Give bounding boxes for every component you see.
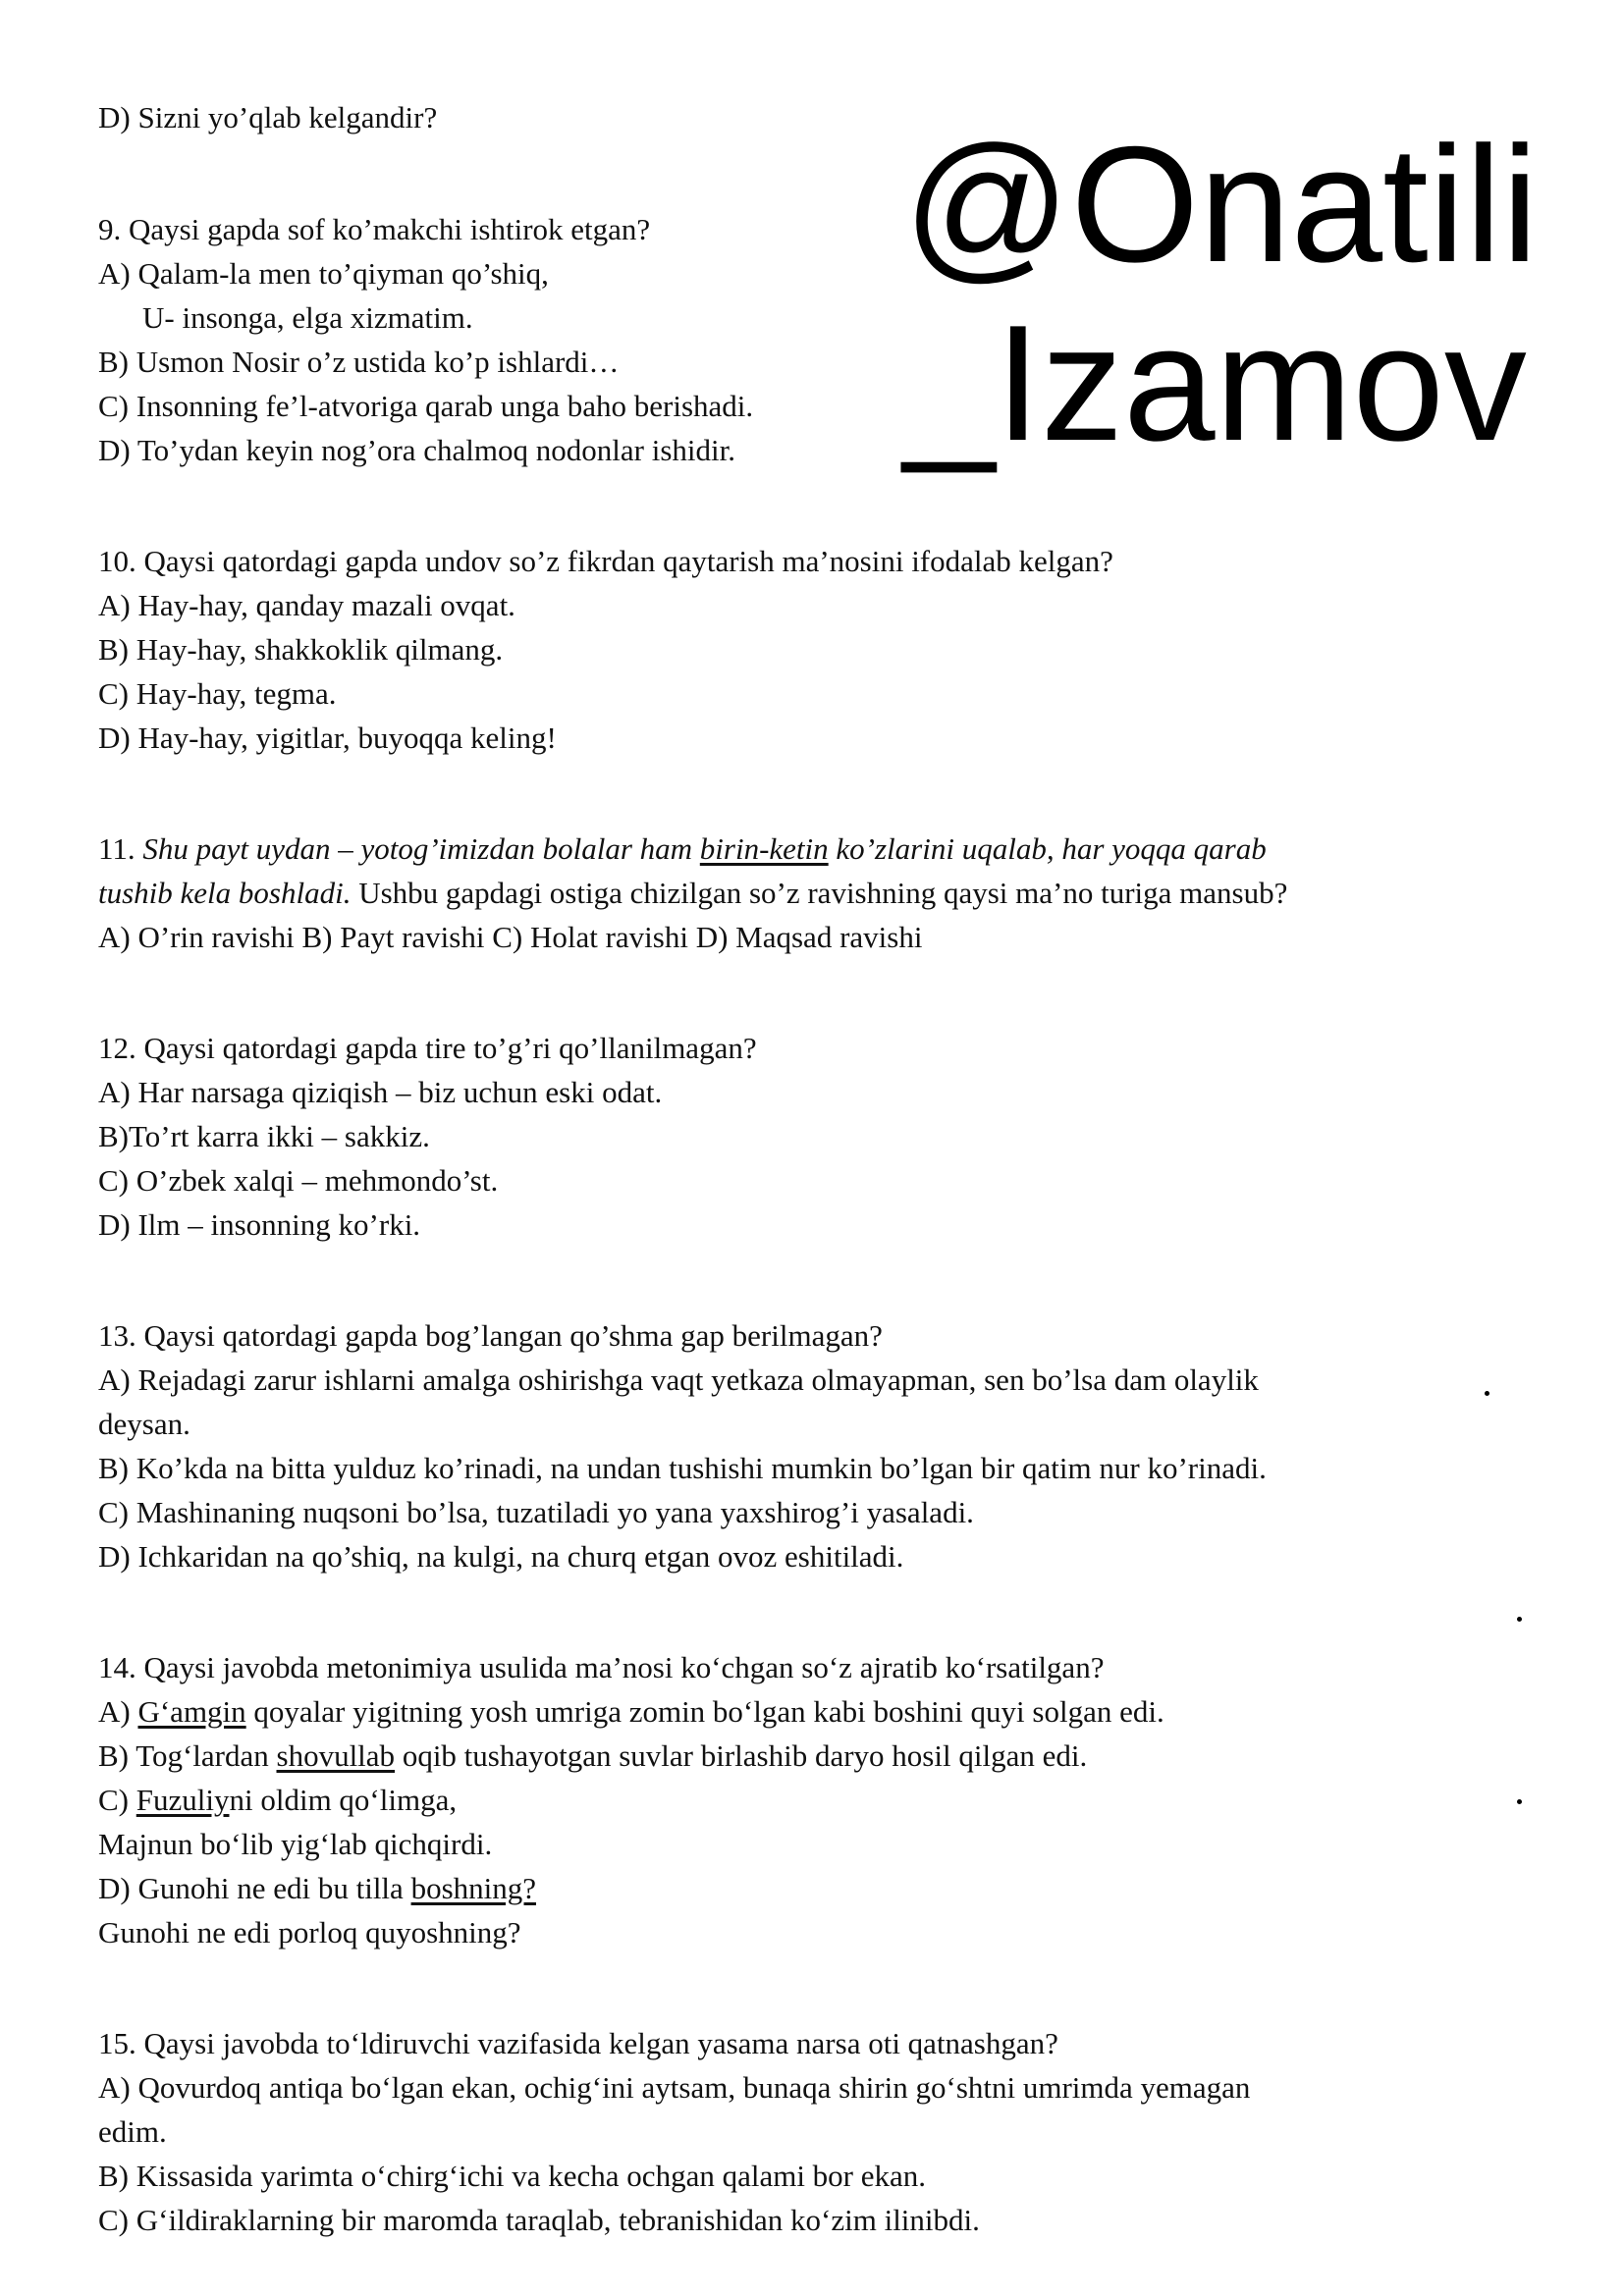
q15-option-a: A) Qovurdoq antiqa bo‘lgan ekan, ochig‘ini aytsam, bunaqa shirin go‘shtni umrimda yemagan <box>98 2070 1251 2105</box>
q12-option-d: D) Ilm – insonning ko’rki. <box>98 1207 421 1242</box>
question-12: 12. Qaysi qatordagi gapda tire to’g’ri qo’llanilmagan? <box>98 1031 757 1065</box>
q14a-rest: qoyalar yigitning yosh umriga zomin bo‘lgan kabi boshini quyi solgan edi. <box>245 1694 1164 1729</box>
q12-option-a: A) Har narsaga qiziqish – biz uchun eski odat. <box>98 1075 663 1109</box>
watermark-line-1: @Onatili <box>903 112 1539 296</box>
q13-option-b: B) Ko’kda na bitta yulduz ko’rinadi, na undan tushishi mumkin bo’lgan bir qatim nur ko’rinadi. <box>98 1451 1267 1485</box>
q14-option-d <box>98 1871 536 1906</box>
question-9: 9. Qaysi gapda sof ko’makchi ishtirok etgan? <box>98 212 651 246</box>
q10-option-d: D) Hay-hay, yigitlar, buyoqqa keling! <box>98 721 557 755</box>
question-11-cont <box>98 876 1287 911</box>
q9-option-c: C) Insonning fe’l-atvoriga qarab unga baho berishadi. <box>98 389 754 423</box>
q14-option-c-cont: Majnun bo‘lib yig‘lab qichqirdi. <box>98 1827 493 1861</box>
q14d-underlined: boshning? <box>410 1871 536 1905</box>
stray-dot <box>1517 1799 1522 1804</box>
q13-option-a: A) Rejadagi zarur ishlarni amalga oshirishga vaqt yetkaza olmayapman, sen bo’lsa dam olaylik <box>98 1362 1259 1397</box>
q9-option-d: D) To’ydan keyin nog’ora chalmoq nodonlar ishidir. <box>98 433 735 467</box>
stray-dot <box>1485 1391 1489 1396</box>
q13-option-a-cont: deysan. <box>98 1407 190 1441</box>
q14-option-a <box>98 1694 1164 1730</box>
q14-option-d-cont: Gunohi ne edi porloq quyoshning? <box>98 1915 521 1949</box>
q12-option-c: C) O’zbek xalqi – mehmondo’st. <box>98 1163 499 1198</box>
q14-option-b <box>98 1738 1087 1774</box>
q13-option-d: D) Ichkaridan na qo’shiq, na kulgi, na churq etgan ovoz eshitiladi. <box>98 1539 904 1574</box>
q14a-underlined: G‘amgin <box>137 1694 246 1729</box>
question-13: 13. Qaysi qatordagi gapda bog’langan qo’shma gap berilmagan? <box>98 1318 883 1353</box>
q13-option-c: C) Mashinaning nuqsoni bo’lsa, tuzatiladi yo yana yaxshirog’i yasaladi. <box>98 1495 974 1529</box>
answer-line: D) Sizni yo’qlab kelgandir? <box>98 100 438 134</box>
q14b-prefix: B) Tog‘lardan <box>98 1738 277 1773</box>
q11-number: 11. <box>98 831 143 866</box>
q10-option-c: C) Hay-hay, tegma. <box>98 676 337 711</box>
q15-option-c: C) G‘ildiraklarning bir maromda taraqlab, tebranishidan ko‘zim ilinibdi. <box>98 2203 980 2237</box>
q10-option-b: B) Hay-hay, shakkoklik qilmang. <box>98 632 504 667</box>
question-14: 14. Qaysi javobda metonimiya usulida ma’nosi ko‘chgan so‘z ajratib ko‘rsatilgan? <box>98 1650 1105 1684</box>
q12-option-b: B)To’rt karra ikki – sakkiz. <box>98 1119 430 1153</box>
q14b-underlined: shovullab <box>276 1738 396 1773</box>
q14-option-c <box>98 1783 457 1818</box>
q10-option-a: A) Hay-hay, qanday mazali ovqat. <box>98 588 515 622</box>
q9-option-b: B) Usmon Nosir o’z ustida ko’p ishlardi… <box>98 345 620 379</box>
q15-option-b: B) Kissasida yarimta o‘chirg‘ichi va kecha ochgan qalami bor ekan. <box>98 2159 927 2193</box>
question-11 <box>98 831 1267 867</box>
q11-question-text: Ushbu gapdagi ostiga chizilgan so’z ravishning qaysi ma’no turiga mansub? <box>351 876 1288 910</box>
stray-dot <box>1517 1617 1522 1622</box>
watermark-line-2: _Izamov <box>903 291 1527 475</box>
question-10: 10. Qaysi qatordagi gapda undov so’z fikrdan qaytarish ma’nosini ifodalab kelgan? <box>98 544 1113 578</box>
q11-options: A) O’rin ravishi B) Payt ravishi C) Holat ravishi D) Maqsad ravishi <box>98 920 923 954</box>
q11-quote-part-2: ko’zlarini uqalab, har yoqqa qarab <box>828 831 1267 866</box>
q11-quote-part-3: tushib kela boshladi. <box>98 876 352 910</box>
q14c-underlined: Fuzuliy <box>135 1783 230 1817</box>
q9-option-a-cont: U- insonga, elga xizmatim. <box>142 300 473 335</box>
q14b-rest: oqib tushayotgan suvlar birlashib daryo hosil qilgan edi. <box>395 1738 1088 1773</box>
q9-option-a: A) Qalam-la men to’qiyman qo’shiq, <box>98 256 549 291</box>
q11-quote-part-1: Shu payt uydan – yotog’imizdan bolalar ham <box>142 831 700 866</box>
q14c-rest: ni oldim qo‘limga, <box>229 1783 458 1817</box>
q11-underlined-word: birin-ketin <box>699 831 829 866</box>
question-15: 15. Qaysi javobda to‘ldiruvchi vazifasida kelgan yasama narsa oti qatnashgan? <box>98 2026 1058 2060</box>
q15-option-a-cont: edim. <box>98 2114 167 2149</box>
q14a-prefix: A) <box>98 1694 138 1729</box>
q14c-prefix: C) <box>98 1783 136 1817</box>
q14d-prefix: D) Gunohi ne edi bu tilla <box>98 1871 411 1905</box>
